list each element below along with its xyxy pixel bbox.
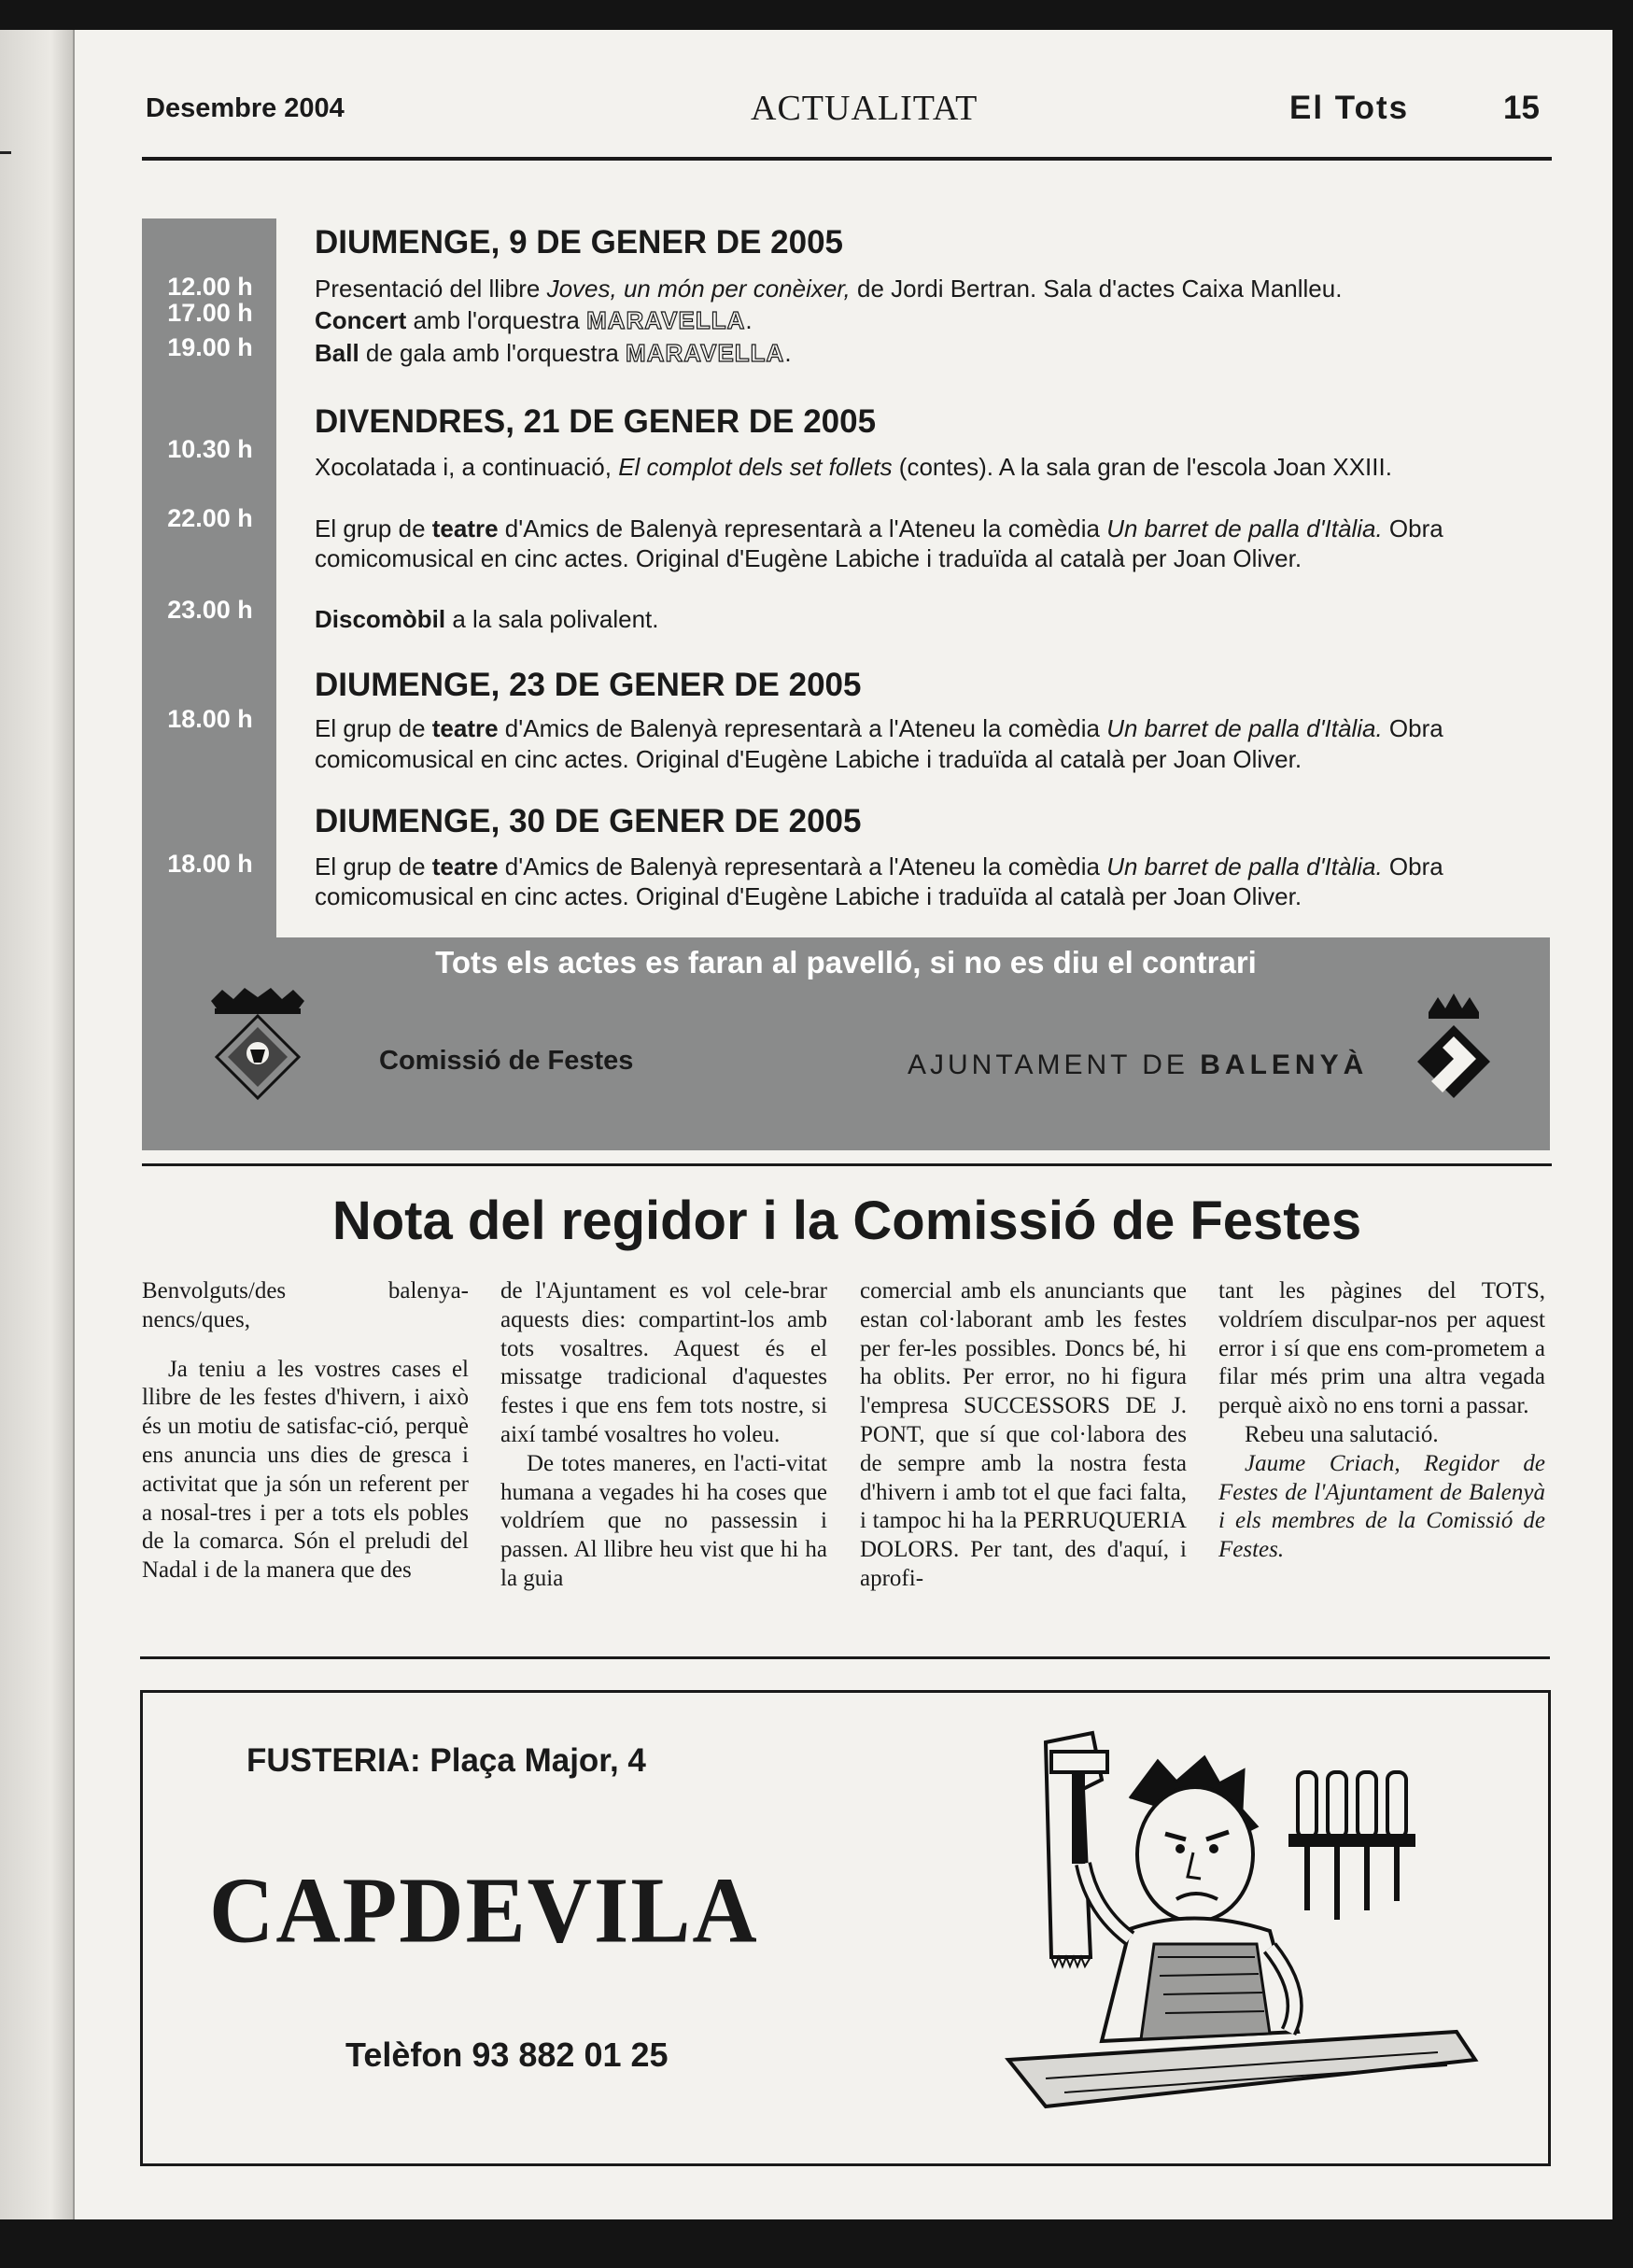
event-description-continued: comicomusical en cinc actes. Original d'Eugène Labiche i traduïda al català per Joan Oliver. — [315, 544, 1302, 572]
ad-phone: Telèfon 93 882 01 25 — [345, 2036, 669, 2074]
carpenter-illustration-icon — [990, 1724, 1494, 2134]
event-description: Discomòbil a la sala polivalent. — [315, 605, 659, 633]
ajuntament-label: AJUNTAMENT DE BALENYÀ — [908, 1049, 1369, 1080]
event-time: 23.00 h — [167, 596, 253, 624]
event-description: Xocolatada i, a continuació, El complot dels set follets (contes). A la sala gran de l'escola Joan XXIII. — [315, 453, 1392, 481]
event-time: 19.00 h — [167, 333, 253, 361]
comissio-label: Comissió de Festes — [379, 1046, 634, 1076]
paragraph: Rebeu una salutació. — [1245, 1421, 1439, 1447]
ad-business-name: CAPDEVILA — [209, 1857, 759, 1963]
section-rule — [142, 1163, 1552, 1166]
band-name: MARAVELLA — [626, 339, 785, 367]
paragraph: comercial amb els anunciants que estan col·laborant amb les festes per fer-les possibles. Doncs bé, hi ha oblits. Per error, no hi figura l'empresa SUCCESSORS DE J. PONT, que sí que col·labora des de sempre amb la nostra festa d'hivern i amb tot el que faci falta, i tampoc hi ha la PERRUQUERIA DOLORS. Per tant, des d'aquí, i aprofi- — [860, 1278, 1187, 1591]
ad-address: FUSTERIA: Plaça Major, 4 — [246, 1742, 646, 1779]
page-gutter — [0, 30, 75, 2219]
event-description: Presentació del llibre Joves, un món per conèixer, de Jordi Bertran. Sala d'actes Caixa Manlleu. — [315, 275, 1343, 303]
event-time: 17.00 h — [167, 299, 253, 327]
footer-note: Tots els actes es faran al pavelló, si no es diu el contrari — [435, 945, 1257, 979]
band-name: MARAVELLA — [586, 306, 746, 334]
paragraph: De totes maneres, en l'acti-vitat humana a vegades hi ha coses que voldríem que no passessin i passen. Al llibre heu vist que hi ha la guia — [500, 1450, 827, 1591]
paragraph: tant les pàgines del TOTS, voldríem disculpar-nos per aquest error i sí que ens com-prometem a filar més prim una altra vegada perquè això no ens torni a passar. — [1218, 1278, 1545, 1419]
gutter-mark — [0, 151, 11, 154]
section-rule — [140, 1656, 1550, 1659]
day-heading: DIUMENGE, 23 DE GENER DE 2005 — [315, 667, 862, 703]
event-description: El grup de teatre d'Amics de Balenyà representarà a l'Ateneu la comèdia Un barret de palla d'Itàlia. Obra — [315, 514, 1443, 542]
header-rule — [142, 157, 1552, 161]
event-time: 12.00 h — [167, 273, 253, 301]
event-time: 10.30 h — [167, 435, 253, 463]
event-description: El grup de teatre d'Amics de Balenyà representarà a l'Ateneu la comèdia Un barret de palla d'Itàlia. Obra — [315, 714, 1443, 742]
note-title: Nota del regidor i la Comissió de Festes — [331, 1190, 1362, 1251]
text-column — [860, 1277, 1187, 1594]
header-magazine: El Tots — [1289, 90, 1410, 126]
day-heading: DIVENDRES, 21 DE GENER DE 2005 — [315, 403, 877, 440]
paragraph: de l'Ajuntament es vol cele-brar aquests dies: compartint-los amb tots vosaltres. Aquest és el missatge tradicional d'aquestes festes i que ens fem tots nostre, si així també vosaltres ho voleu. — [500, 1278, 827, 1447]
day-heading: DIUMENGE, 9 DE GENER DE 2005 — [315, 224, 843, 261]
text-column — [500, 1277, 827, 1594]
event-description-continued: comicomusical en cinc actes. Original d'Eugène Labiche i traduïda al català per Joan Oliver. — [315, 882, 1302, 910]
page-number: 15 — [1503, 90, 1540, 126]
event-description-continued: comicomusical en cinc actes. Original d'Eugène Labiche i traduïda al català per Joan Oliver. — [315, 745, 1302, 773]
signature: Jaume Criach, Regidor de Festes de l'Ajuntament de Balenyà i els membres de la Comissió de Festes. — [1218, 1450, 1545, 1563]
header-section: ACTUALITAT — [751, 89, 978, 128]
event-description: Ball de gala amb l'orquestra MARAVELLA. — [315, 339, 792, 367]
text-column — [1218, 1277, 1545, 1565]
event-time: 18.00 h — [167, 705, 253, 733]
event-description: Concert amb l'orquestra MARAVELLA. — [315, 306, 753, 334]
event-time: 22.00 h — [167, 504, 253, 532]
day-heading: DIUMENGE, 30 DE GENER DE 2005 — [315, 803, 862, 839]
comissio-seal-icon — [202, 988, 314, 1107]
header-date: Desembre 2004 — [146, 93, 345, 123]
event-time: 18.00 h — [167, 850, 253, 878]
paragraph: Ja teniu a les vostres cases el llibre de les festes d'hivern, i això és un motiu de satisfac-ció, perquè ens anuncia uns dies de gresca i activitat que ja són un referent per a nosal-tres i per a tots els pobles de la comarca. Són el preludi del Nadal i de la manera que des — [142, 1356, 469, 1584]
balenya-coat-of-arms-icon — [1412, 992, 1496, 1113]
event-description: El grup de teatre d'Amics de Balenyà representarà a l'Ateneu la comèdia Un barret de palla d'Itàlia. Obra — [315, 852, 1443, 880]
text-column — [142, 1277, 469, 1585]
paragraph: Benvolguts/des balenya-nencs/ques, — [142, 1278, 469, 1332]
